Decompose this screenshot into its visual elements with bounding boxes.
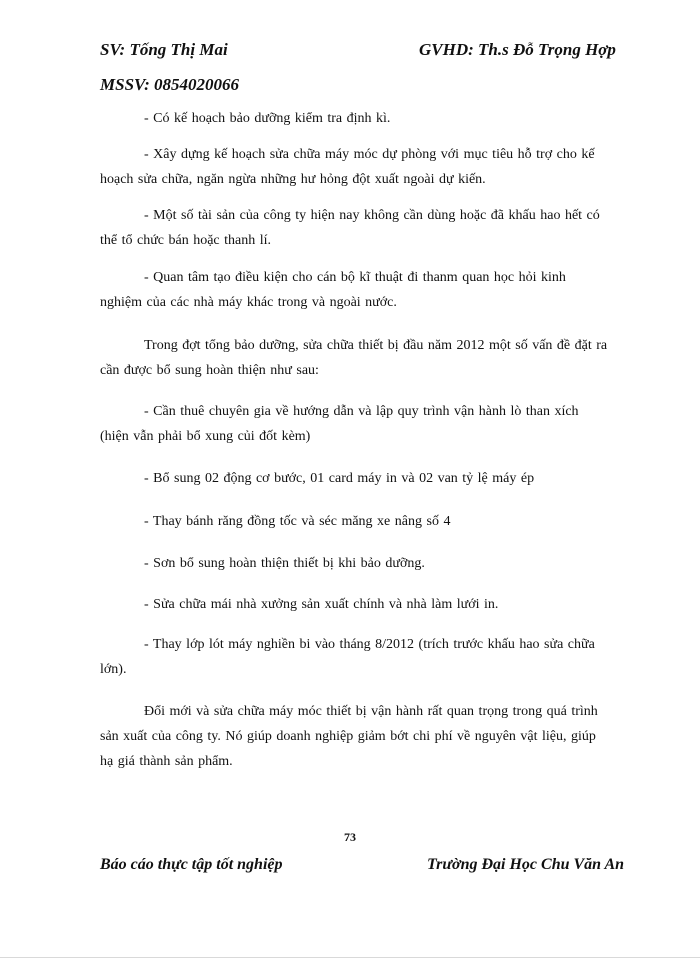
- paragraph-line: - Cần thuê chuyên gia về hướng dẫn và lập quy trình vận hành lò than xích: [144, 404, 579, 419]
- paragraph: [100, 399, 620, 449]
- paragraph-line: lớn).: [100, 662, 127, 677]
- paragraph: [100, 106, 620, 131]
- paragraph: [100, 203, 620, 253]
- paragraph-line: thể tổ chức bán hoặc thanh lí.: [100, 233, 272, 248]
- paragraph-line: - Có kế hoạch bảo dưỡng kiểm tra định kì.: [144, 111, 391, 126]
- student-name: SV: Tống Thị Mai: [100, 40, 228, 59]
- paragraph-line: Trong đợt tổng bảo dưỡng, sửa chữa thiết bị đầu năm 2012 một số vấn đề đặt ra: [144, 338, 608, 353]
- page-bottom-border: [0, 957, 700, 958]
- page-number: 73: [344, 830, 356, 844]
- paragraph-line: cần được bổ sung hoàn thiện như sau:: [100, 363, 319, 378]
- paragraph: [100, 466, 620, 491]
- paragraph: [100, 699, 620, 774]
- paragraph-line: nghiệm của các nhà máy khác trong và ngoài nước.: [100, 295, 397, 310]
- paragraph-line: - Xây dựng kế hoạch sửa chữa máy móc dự phòng với mục tiêu hỗ trợ cho kế: [144, 147, 595, 162]
- paragraph: [100, 333, 620, 383]
- paragraph-line: - Thay bánh răng đồng tốc và séc măng xe nâng số 4: [144, 514, 451, 529]
- supervisor-name: GVHD: Th.s Đỗ Trọng Hợp: [419, 40, 616, 59]
- paragraph-line: - Thay lớp lót máy nghiền bi vào tháng 8/2012 (trích trước khấu hao sửa chữa: [144, 637, 595, 652]
- student-id: MSSV: 0854020066: [100, 75, 240, 94]
- paragraph: [100, 592, 620, 617]
- footer-report-title: Báo cáo thực tập tốt nghiệp: [100, 856, 283, 873]
- paragraph-line: hạ giá thành sản phẩm.: [100, 754, 233, 769]
- paragraph: [100, 551, 620, 576]
- paragraph: [100, 142, 620, 192]
- paragraph-line: - Bổ sung 02 động cơ bước, 01 card máy in và 02 van tỷ lệ máy ép: [144, 471, 535, 486]
- paragraph-line: - Quan tâm tạo điều kiện cho cán bộ kĩ thuật đi thanm quan học hỏi kinh: [144, 270, 566, 285]
- paragraph-line: Đổi mới và sửa chữa máy móc thiết bị vận hành rất quan trọng trong quá trình: [144, 704, 598, 719]
- paragraph-line: (hiện vẫn phải bổ xung củi đốt kèm): [100, 429, 311, 444]
- paragraph-line: - Một số tài sản của công ty hiện nay không cần dùng hoặc đã khấu hao hết có: [144, 208, 600, 223]
- paragraph-line: hoạch sửa chữa, ngăn ngừa những hư hỏng đột xuất ngoài dự kiến.: [100, 172, 486, 187]
- paragraph: [100, 632, 620, 682]
- paragraph-line: - Sơn bổ sung hoàn thiện thiết bị khi bảo dưỡng.: [144, 556, 425, 571]
- paragraph-line: - Sửa chữa mái nhà xưởng sản xuất chính và nhà làm lưới in.: [144, 597, 499, 612]
- paragraph: [100, 265, 620, 315]
- paragraph-line: sản xuất của công ty. Nó giúp doanh nghiệp giảm bớt chi phí về nguyên vật liệu, giúp: [100, 729, 596, 744]
- footer-school-name: Trường Đại Học Chu Văn An: [427, 856, 625, 873]
- paragraph: [100, 509, 620, 534]
